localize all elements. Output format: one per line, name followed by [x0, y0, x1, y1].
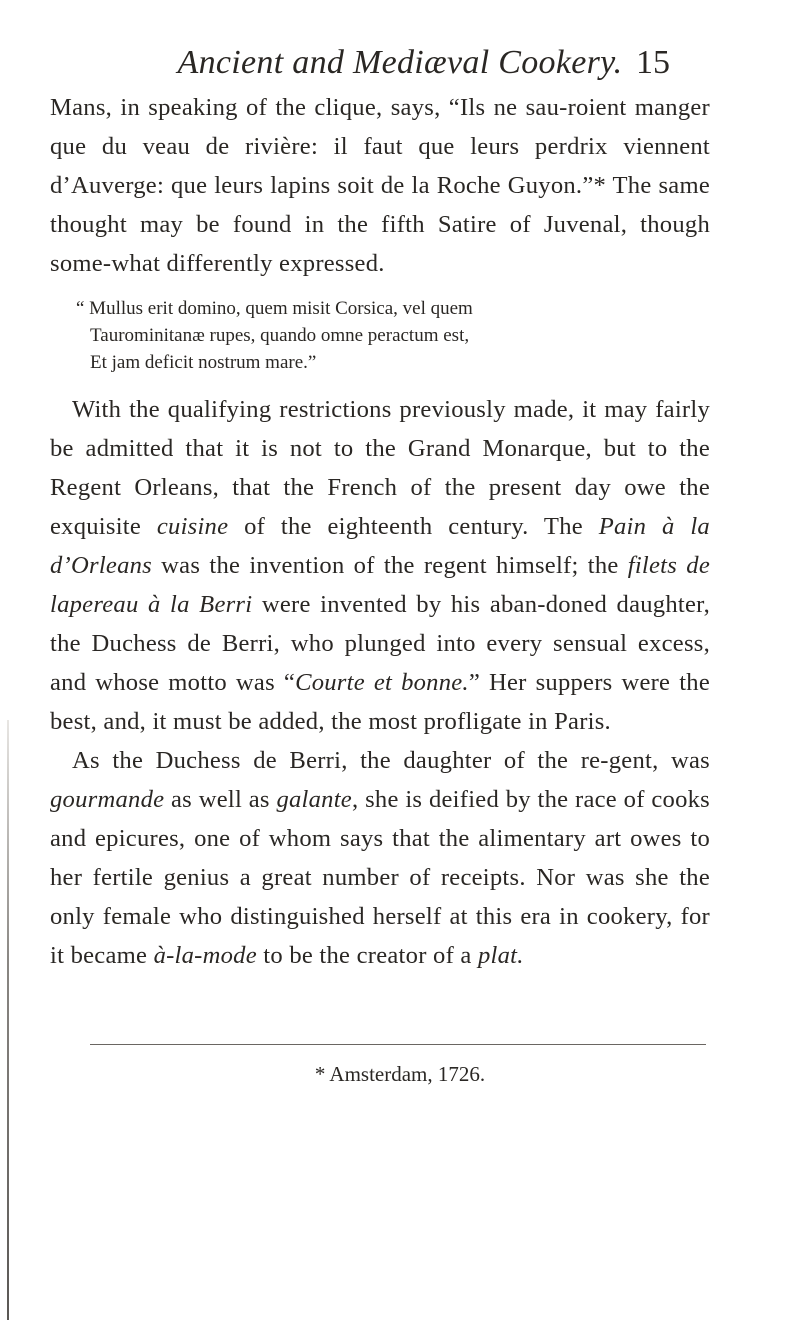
p2-italic-cuisine: cuisine [156, 513, 229, 540]
p3-text-4: to be the creator of a [256, 942, 478, 969]
quote-line-2: Taurominitanæ rupes, quando omne peractum est, [90, 325, 470, 346]
p3-text-3: , she is deified by the race of cooks and epicures, one of whom says that the alimentary art owes to her fertile genius a great number of receipts. Nor was she the only female who distinguished herself at this era in cookery, for it became [50, 786, 710, 969]
p2-italic-filets: filets de lapereau à la Berri [50, 552, 710, 618]
quote-line-1: “ Mullus erit domino, quem misit Corsica, vel quem [76, 298, 473, 319]
body-text [50, 88, 710, 975]
paragraph-1: Mans, in speaking of the clique, says, “Ils ne sau-roient manger que du veau de rivière: il faut que leurs perdrix viennent d’Auverge: que leurs lapins soit de la Roche Guyon.”* The same thought may be found in the fifth Satire of Juvenal, though some-what differently expressed. [50, 94, 710, 277]
paragraph-3 [50, 741, 710, 975]
p2-text-4: were invented by his aban-doned daughter, the Duchess de Berri, who plunged into every sensual excess, and whose motto was “ [50, 591, 711, 696]
p3-italic-gourmande: gourmande [50, 786, 165, 813]
paragraph-2 [50, 390, 710, 741]
p2-text-1: With the qualifying restrictions previously made, it may fairly be admitted that it is not to the Grand Monarque, but to the Regent Orleans, that the French of the present day owe the exquisite [50, 396, 710, 540]
p3-italic-galante: galante [276, 786, 352, 813]
quote-line-3: Et jam deficit nostrum mare.” [90, 352, 317, 373]
footnote-divider [90, 1044, 706, 1045]
p2-italic-pain: Pain à la d’Orleans [50, 513, 710, 579]
p3-italic-alamode: à-la-mode [153, 942, 257, 969]
p3-italic-plat: plat. [477, 942, 524, 969]
p2-text-3: was the invention of the regent himself; the [151, 552, 628, 579]
footnote: * Amsterdam, 1726. [314, 1062, 486, 1086]
p2-text-2: of the eighteenth century. The [228, 513, 599, 540]
p2-italic-motto: Courte et bonne. [295, 669, 469, 696]
p3-text-1: As the Duchess de Berri, the daughter of the re-gent, was [72, 747, 710, 774]
p3-text-2: as well as [164, 786, 277, 813]
page-number: 15 [636, 44, 670, 81]
latin-quotation [50, 295, 710, 376]
p2-text-5: ” Her suppers were the best, and, it must be added, the most profligate in Paris. [50, 669, 710, 735]
binding-edge-shadow [7, 720, 9, 1320]
running-title: Ancient and Mediæval Cookery. [177, 44, 623, 81]
